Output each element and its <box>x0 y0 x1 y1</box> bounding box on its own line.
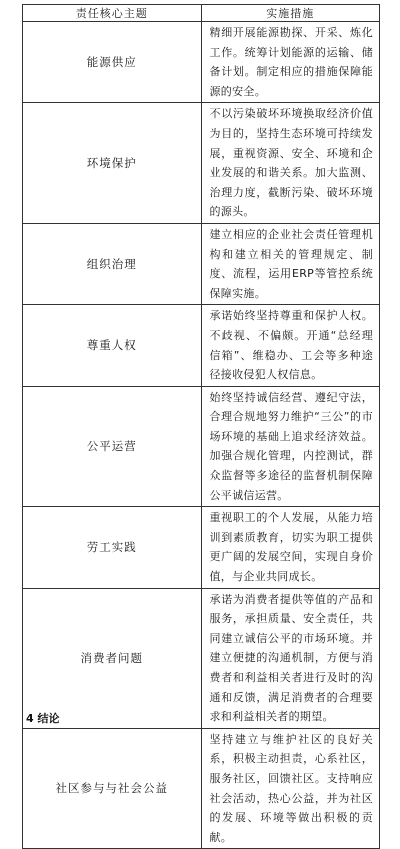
topic-cell: 消费者问题 <box>23 588 202 728</box>
measure-cell: 精细开展能源勘探、开采、炼化工作。统筹计划能源的运输、储备计划。制定相应的措施保障能源的安全。 <box>201 22 380 103</box>
topic-cell: 环境保护 <box>23 103 202 224</box>
measure-cell: 承诺始终坚持尊重和保护人权。不歧视、不偏颇。开通“总经理信箱”、维稳办、工会等多种途径接收侵犯人权信息。 <box>201 305 380 386</box>
measure-cell: 始终坚持诚信经营、遵纪守法，合理合规地努力维护“三公”的市场环境的基础上追求经济效益。加强合规化管理，内控测试，群众监督等多途径的监督机制保障公平诚信运营。 <box>201 386 380 507</box>
topic-cell: 组织治理 <box>23 223 202 304</box>
table-row <box>23 305 380 386</box>
section-heading-conclusion: 4 结论 <box>26 712 60 725</box>
topic-cell: 劳工实践 <box>23 507 202 588</box>
measure-cell: 重视职工的个人发展，从能力培训到素质教育，切实为职工提供更广阔的发展空间，实现自身价值，与企业共同成长。 <box>201 507 380 588</box>
measure-cell: 不以污染破坏环境换取经济价值为目的，坚持生态环境可持续发展，重视资源、安全、环境和企业发展的和谐关系。加大监测、治理力度，截断污染、破坏环境的源头。 <box>201 103 380 224</box>
topic-cell: 尊重人权 <box>23 305 202 386</box>
measure-cell: 建立相应的企业社会责任管理机构和建立相关的管理规定、制度、流程，运用ERP等管控系统保障实施。 <box>201 223 380 304</box>
measure-cell: 承诺为消费者提供等值的产品和服务，承担质量、安全责任，共同建立诚信公平的市场环境。并建立便捷的沟通机制，方便与消费者和利益相关者进行及时的沟通和反馈，满足消费者的合理要求和利益相关者的期望。 <box>201 588 380 728</box>
table-row <box>23 728 380 849</box>
topic-cell: 社区参与与社会公益 <box>23 728 202 849</box>
table-row <box>23 22 380 103</box>
table-row <box>23 588 380 728</box>
topic-cell: 能源供应 <box>23 22 202 103</box>
table-row <box>23 507 380 588</box>
table-header-row <box>23 5 380 22</box>
measure-cell: 坚持建立与维护社区的良好关系，积极主动担责，心系社区，服务社区，回馈社区。支持响应社会活动，热心公益，并为社区的发展、环境等做出积极的贡献。 <box>201 728 380 849</box>
responsibility-table <box>22 4 380 849</box>
table-row <box>23 103 380 224</box>
topic-cell: 公平运营 <box>23 386 202 507</box>
header-topic: 责任核心主题 <box>23 5 202 22</box>
table-row <box>23 386 380 507</box>
table-row <box>23 223 380 304</box>
header-measure: 实施措施 <box>201 5 380 22</box>
